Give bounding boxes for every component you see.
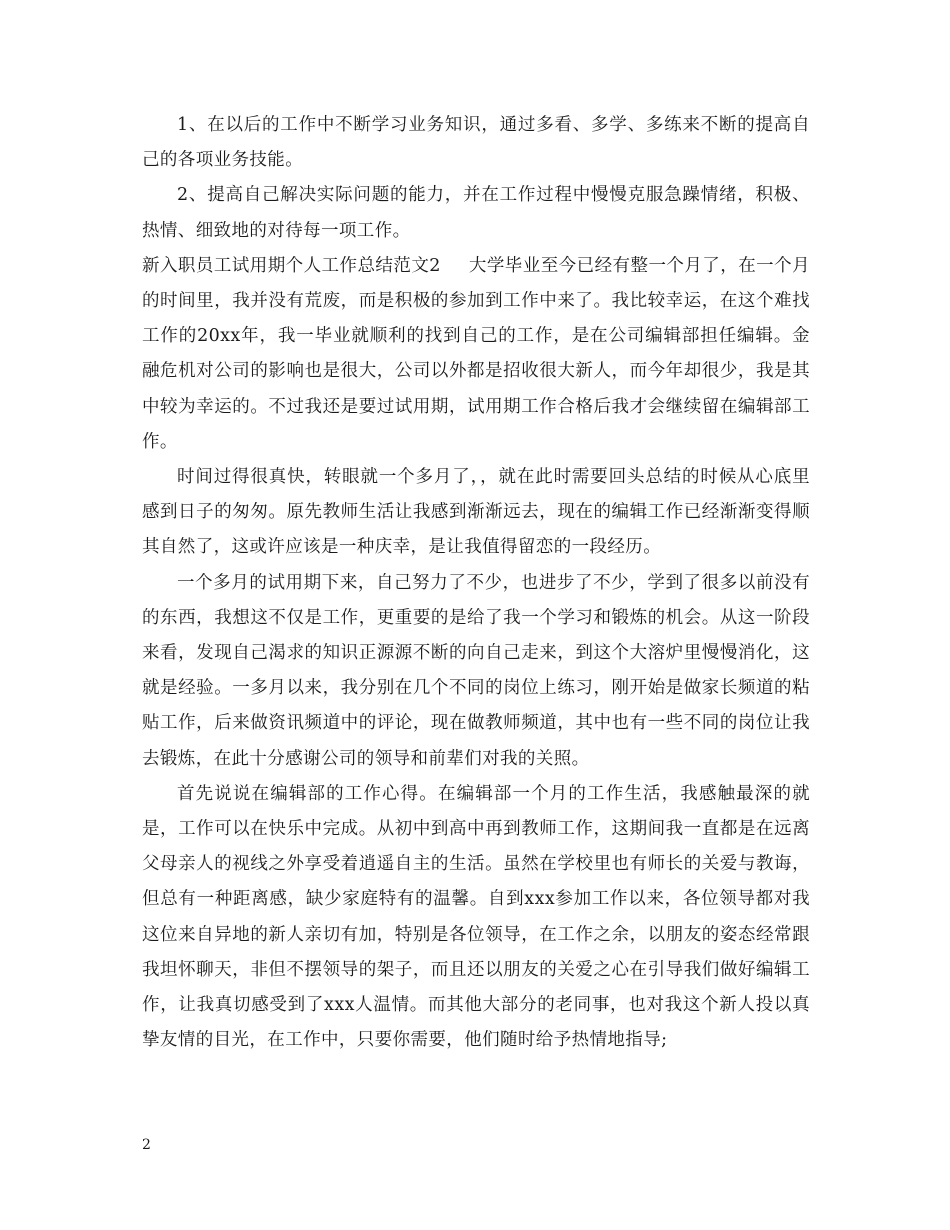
page-number: 2: [142, 1137, 151, 1153]
section-heading: 新入职员工试用期个人工作总结范文2: [142, 255, 441, 276]
paragraph-1: 1、在以后的工作中不断学习业务知识，通过多看、多学、多练来不断的提高自己的各项业务技能。: [142, 115, 810, 171]
paragraph-5: 一个多月的试用期下来，自己努力了不少，也进步了不少，学到了很多以前没有的东西，我想这不仅是工作，更重要的是给了我一个学习和锻炼的机会。从这一阶段来看，发现自己渴求的知识正源源不断的向自己走来，到这个大溶炉里慢慢消化，这就是经验。一多月以来，我分别在几个不同的岗位上练习，刚开始是做家长频道的粘贴工作，后来做资讯频道中的评论，现在做教师频道，其中也有一些不同的岗位让我去锻炼，在此十分感谢公司的领导和前辈们对我的关照。: [142, 572, 810, 769]
paragraph-6: 首先说说在编辑部的工作心得。在编辑部一个月的工作生活，我感触最深的就是，工作可以在快乐中完成。从初中到高中再到教师工作，这期间我一直都是在远离父母亲人的视线之外享受着逍遥自主的生活。虽然在学校里也有师长的关爱与教诲，但总有一种距离感，缺少家庭特有的温馨。自到xxx参加工作以来，各位领导都对我这位来自异地的新人亲切有加，特别是各位领导，在工作之余，以朋友的姿态经常跟我坦怀聊天，非但不摆领导的架子，而且还以朋友的关爱之心在引导我们做好编辑工作，让我真切感受到了xxx人温情。而其他大部分的老同事，也对我这个新人投以真挚友情的目光，在工作中，只要你需要，他们随时给予热情地指导;: [142, 783, 810, 1051]
paragraph-2: 2、提高自己解决实际问题的能力，并在工作过程中慢慢克服急躁情绪，积极、热情、细致地的对待每一项工作。: [142, 185, 810, 241]
document-body: [142, 108, 810, 1058]
paragraph-3: [142, 249, 810, 460]
paragraph-3-text: 大学毕业至今已经有整一个月了，在一个月的时间里，我并没有荒废，而是积极的参加到工作中来了。我比较幸运，在这个难找工作的20xx年，我一毕业就顺利的找到自己的工作，是在公司编辑部担任编辑。金融危机对公司的影响也是很大，公司以外都是招收很大新人，而今年却很少，我是其中较为幸运的。不过我还是要过试用期，试用期工作合格后我才会继续留在编辑部工作。: [142, 255, 810, 452]
paragraph-4: 时间过得很真快，转眼就一个多月了，，就在此时需要回头总结的时候从心底里感到日子的匆匆。原先教师生活让我感到渐渐远去，现在的编辑工作已经渐渐变得顺其自然了，这或许应该是一种庆幸，是让我值得留恋的一段经历。: [142, 467, 810, 558]
